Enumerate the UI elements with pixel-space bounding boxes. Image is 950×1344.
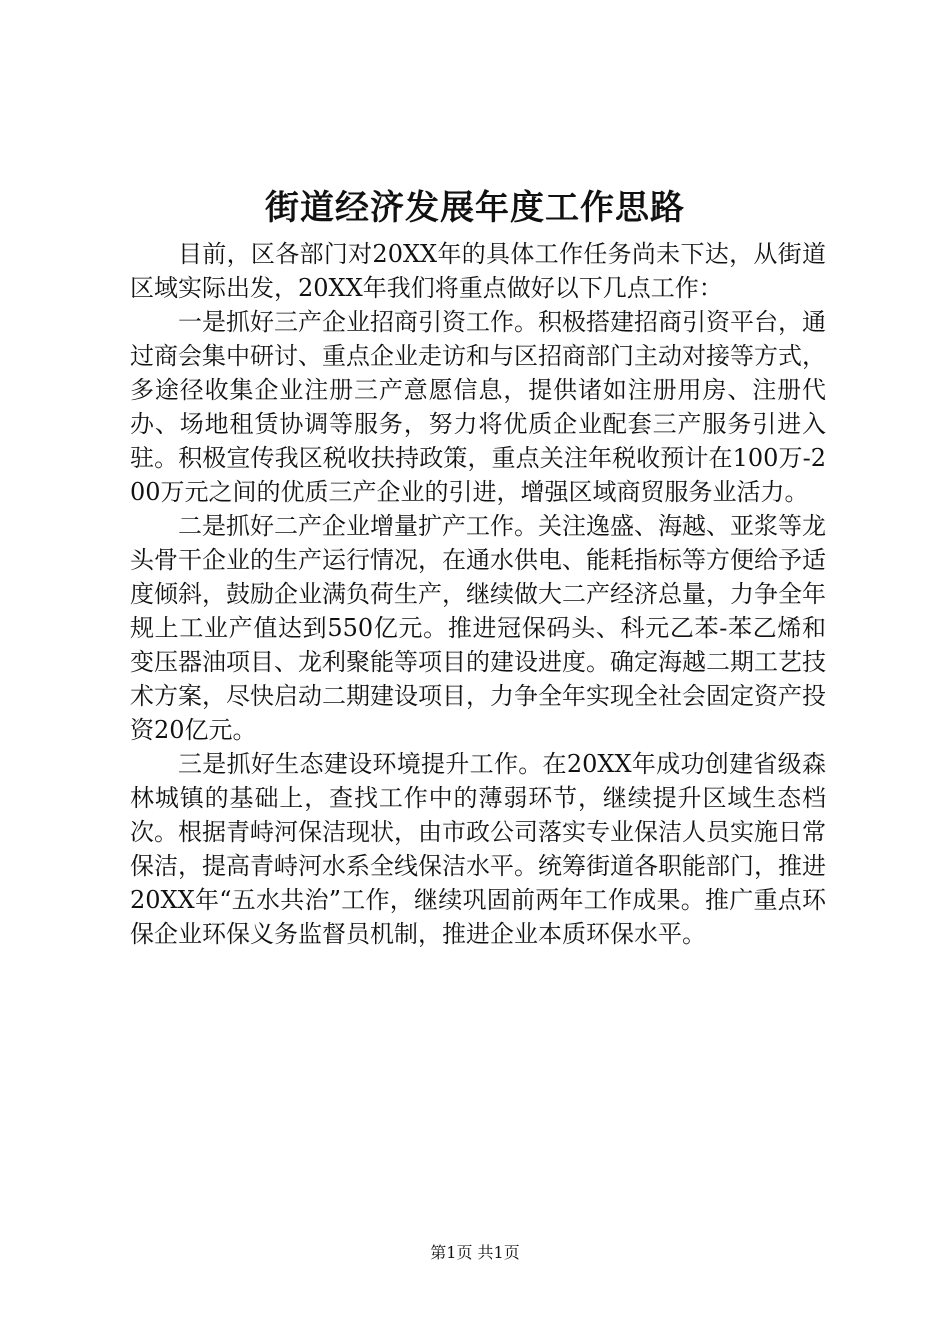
document-title: 街道经济发展年度工作思路: [265, 188, 685, 228]
paragraph-secondary-expansion: 二是抓好二产企业增量扩产工作。关注逸盛、海越、亚浆等龙头骨干企业的生产运行情况，在通水供电、能耗指标等方便给予适度倾斜，鼓励企业满负荷生产，继续做大二产经济总量，力争全年规上工业产值达到550亿元。推进冠保码头、科元乙苯-苯乙烯和变压器油项目、龙利聚能等项目的建设进度。确定海越二期工艺技术方案，尽快启动二期建设项目，力争全年实现全社会固定资产投资20亿元。: [130, 512, 826, 744]
paragraph-tertiary-investment: 一是抓好三产企业招商引资工作。积极搭建招商引资平台，通过商会集中研讨、重点企业走访和与区招商部门主动对接等方式，多途径收集企业注册三产意愿信息，提供诸如注册用房、注册代办、场地租赁协调等服务，努力将优质企业配套三产服务引进入驻。积极宣传我区税收扶持政策，重点关注年税收预计在100万-200万元之间的优质三产企业的引进，增强区域商贸服务业活力。: [130, 308, 826, 506]
page-number: 第1页 共1页: [430, 1243, 520, 1262]
paragraph-ecology: 三是抓好生态建设环境提升工作。在20XX年成功创建省级森林城镇的基础上，查找工作中的薄弱环节，继续提升区域生态档次。根据青峙河保洁现状，由市政公司落实专业保洁人员实施日常保洁，提高青峙河水系全线保洁水平。统筹街道各职能部门，推进20XX年“五水共治”工作，继续巩固前两年工作成果。推广重点环保企业环保义务监督员机制，推进企业本质环保水平。: [130, 750, 826, 948]
document-body: [130, 237, 826, 951]
paragraph-intro: 目前，区各部门对20XX年的具体工作任务尚未下达，从街道区域实际出发，20XX年我们将重点做好以下几点工作：: [130, 240, 826, 302]
